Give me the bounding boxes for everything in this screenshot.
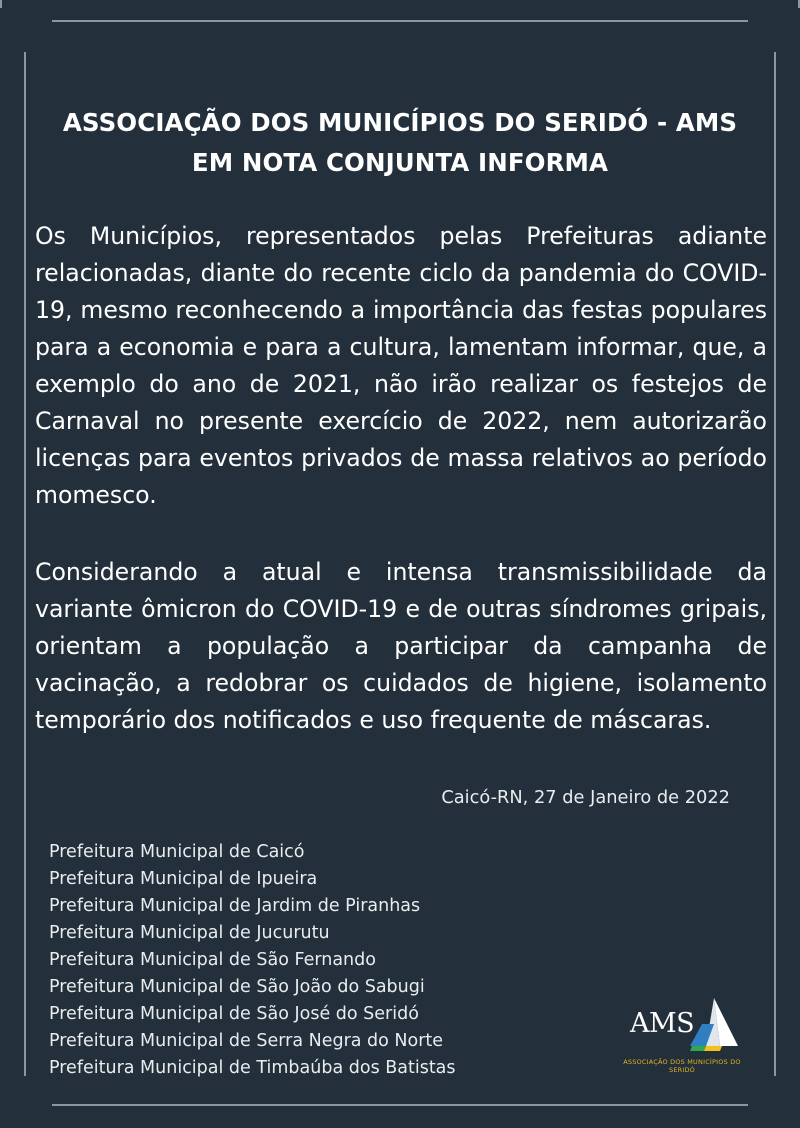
signatory-item: Prefeitura Municipal de Caicó — [49, 842, 305, 862]
frame-right-line — [774, 52, 776, 1076]
logo-subtitle: ASSOCIAÇÃO DOS MUNICÍPIOS DO SERIDÓ — [623, 1058, 741, 1074]
title-line-1: ASSOCIAÇÃO DOS MUNICÍPIOS DO SERIDÓ - AMS — [62, 108, 738, 137]
frame-left-line — [24, 52, 26, 1076]
signatory-item: Prefeitura Municipal de Timbaúba dos Batistas — [49, 1058, 456, 1078]
logo-text: AMS — [630, 1008, 695, 1039]
signatory-item: Prefeitura Municipal de Jardim de Piranhas — [49, 896, 421, 916]
signatory-item: Prefeitura Municipal de São Fernando — [49, 950, 376, 970]
frame-corner-top-left — [0, 0, 2, 8]
signatory-item: Prefeitura Municipal de Ipueira — [49, 869, 318, 889]
signatories-list — [49, 839, 456, 1082]
title-line-2: EM NOTA CONJUNTA INFORMA — [191, 148, 609, 177]
frame-bottom-line — [52, 1104, 748, 1106]
paragraph-2: Considerando a atual e intensa transmissibilidade da variante ômicron do COVID-19 e de outras síndromes gripais, orientam a população a participar da campanha de vacinação, a redobrar os cuidados de higiene, isolamento temporário dos notificados e uso frequente de máscaras. — [35, 558, 767, 734]
dateline: Caicó-RN, 27 de Janeiro de 2022 — [441, 787, 730, 808]
signatory-item: Prefeitura Municipal de Serra Negra do Norte — [49, 1031, 444, 1051]
document-title — [30, 103, 770, 183]
logo-mountain-icon — [684, 994, 744, 1052]
signatory-item: Prefeitura Municipal de São José do Seridó — [49, 1004, 419, 1024]
signatory-item: Prefeitura Municipal de São João do Sabugi — [49, 977, 425, 997]
paragraph-1: Os Municípios, representados pelas Prefeituras adiante relacionadas, diante do recente ciclo da pandemia do COVID-19, mesmo reconhecendo a importância das festas populares para a economia e para a cultura, lamentam informar, que, a exemplo do ano de 2021, não irão realizar os festejos de Carnaval no presente exercício de 2022, nem autorizarão licenças para eventos privados de massa relativos ao período momesco. — [35, 222, 767, 509]
frame-top-line — [52, 20, 748, 22]
signatory-item: Prefeitura Municipal de Jucurutu — [49, 923, 330, 943]
ams-logo — [612, 992, 752, 1072]
